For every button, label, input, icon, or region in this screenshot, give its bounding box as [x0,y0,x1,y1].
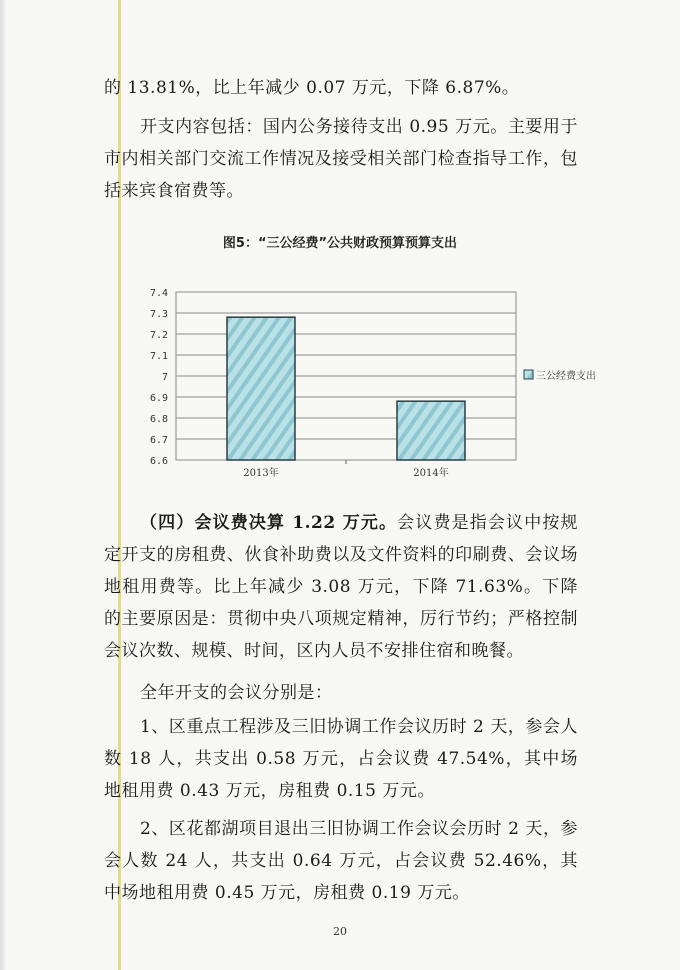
paragraph-2: 开支内容包括：国内公务接待支出 0.95 万元。主要用于市内相关部门交流工作情况及接受相关部门检查指导工作，包括来宾食宿费等。 [104,117,578,201]
y-tick-label: 7 [161,372,168,383]
paragraph-6: 2、区花都湖项目退出三旧协调工作会议会历时 2 天，参会人数 24 人，共支出 0.64 万元，占会议费 52.46%，其中场地租用费 0.45 万元，房租费 0.19 万元。 [104,819,578,903]
chart [120,262,620,497]
legend-label: 三公经费支出 [536,371,596,382]
y-tick-label: 6.6 [149,456,168,467]
y-tick-label: 7.2 [149,330,168,341]
page-number: 20 [333,925,347,938]
y-tick-labels [150,288,168,467]
figure-title: 图5：“三公经费”公共财政预算预算支出 [222,236,458,251]
x-tick-label: 2013年 [243,468,279,479]
y-tick-label: 6.8 [149,414,168,425]
section-heading-meeting-fee: （四）会议费决算 1.22 万元。 [140,513,398,533]
y-tick-label: 7.3 [149,309,168,320]
y-tick-label: 6.7 [149,435,168,446]
x-tick-label: 2014年 [413,468,449,479]
x-tick-labels [243,460,448,479]
legend-swatch [524,370,533,379]
legend [524,369,596,382]
paragraph-5: 1、区重点工程涉及三旧协调工作会议历时 2 天，参会人数 18 人，共支出 0.58 万元，占会议费 47.54%，其中场地租用费 0.43 万元，房租费 0.15 万元。 [104,717,578,801]
y-tick-label: 6.9 [149,393,168,404]
y-tick-label: 7.4 [149,288,168,299]
y-tick-label: 7.1 [149,351,168,362]
page-edge [0,0,6,970]
chart-svg [120,262,620,497]
paragraph-3 [104,507,578,667]
bar-2013年 [227,317,295,460]
paragraph-4: 全年开支的会议分别是： [140,683,333,703]
paragraph-1: 的 13.81%，比上年减少 0.07 万元，下降 6.87%。 [104,78,520,98]
paragraph-3-body: 会议费是指会议中按规定开支的房租费、伙食补助费以及文件资料的印刷费、会议场地租用费等。比上年减少 3.08 万元，下降 71.63%。下降的主要原因是：贯彻中央八项规定精神，厉行节约；严格控制会议次数、规模、时间，区内人员不安排住宿和晚餐。 [104,513,579,661]
bar-2014年 [397,401,465,460]
